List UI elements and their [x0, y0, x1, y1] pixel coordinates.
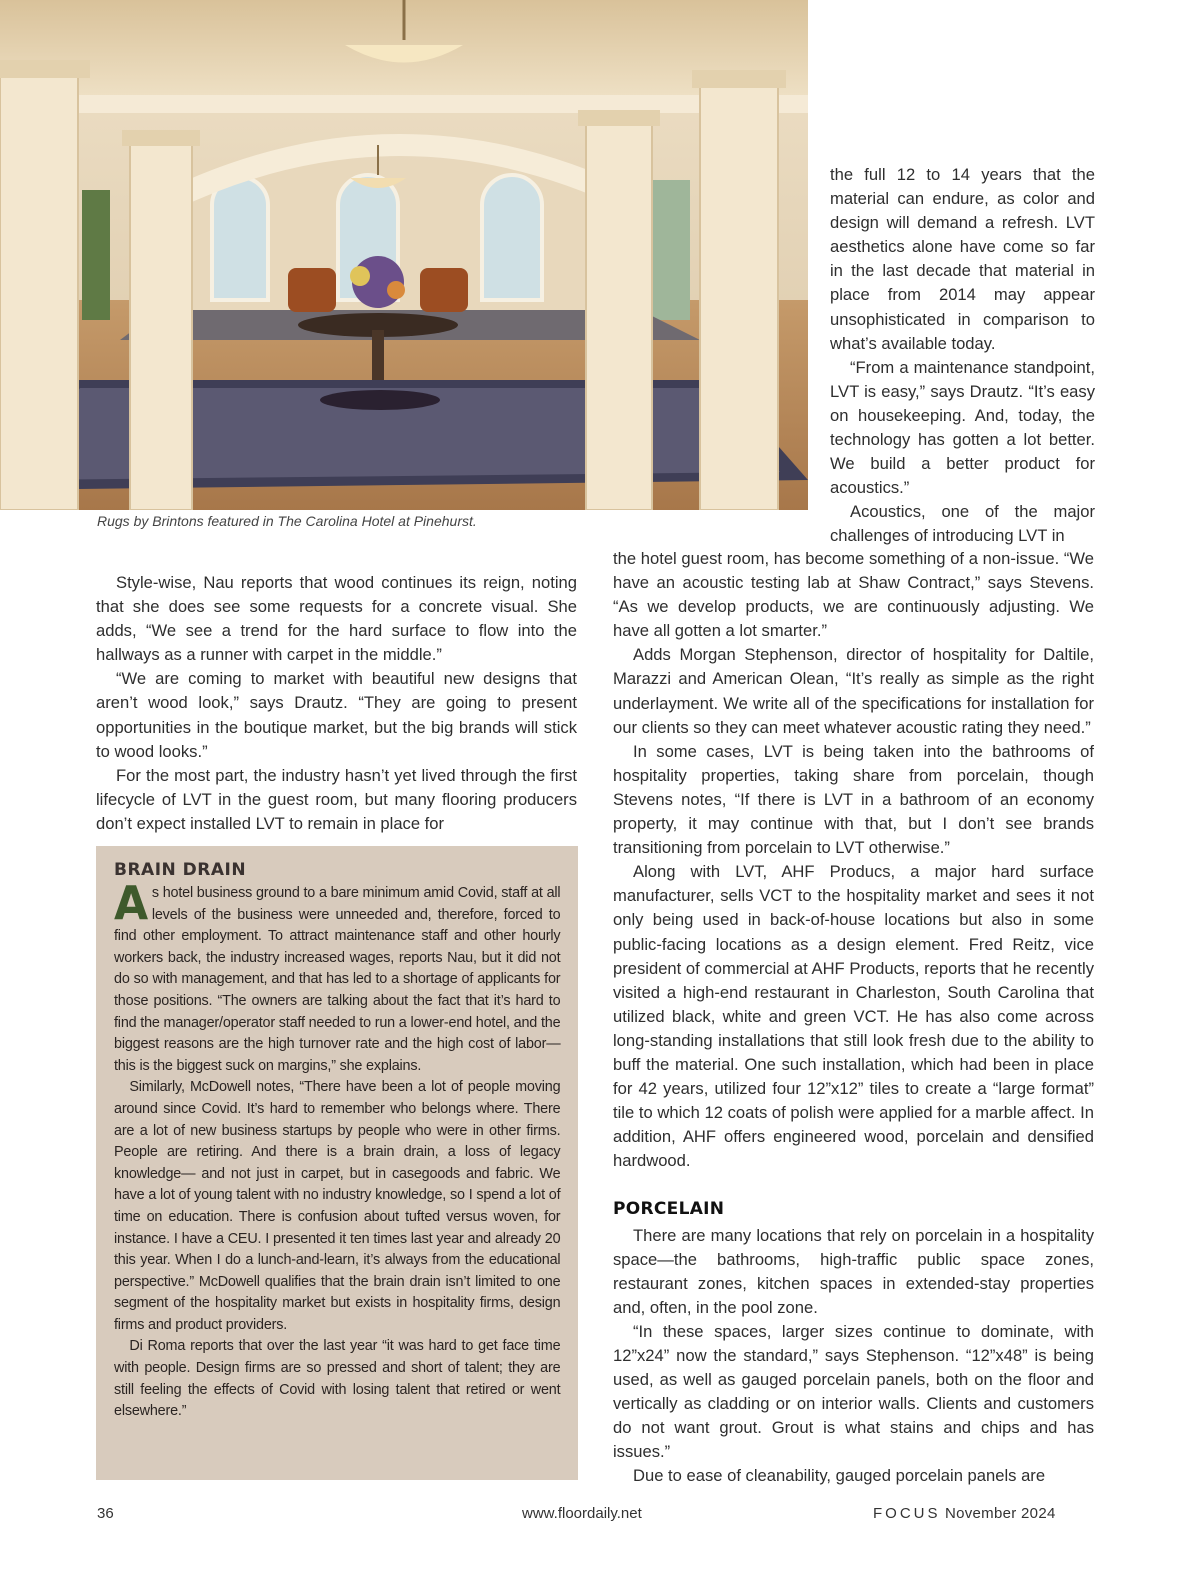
sidebar-title: BRAIN DRAIN — [114, 860, 247, 880]
issue-label — [873, 1505, 1056, 1522]
photo-caption: Rugs by Brintons featured in The Carolina Hotel at Pinehurst. — [97, 513, 477, 529]
right-column-top — [830, 163, 1095, 549]
paragraph: There are many locations that rely on porcelain in a hospitality space—the bathrooms, high-traffic public space zones, restaurant zones, kitchen spaces in extended-stay properties and, often, in the pool zone. — [613, 1225, 1094, 1317]
sidebar-paragraph: Similarly, McDowell notes, “There have been a lot of people moving around since Covid. It’s hard to remember who belongs where. There are a lot of new business startups by people who were in other firms. People are retiring. And there is a brain drain, a loss of legacy knowledge— and not just in carpet, but in casegoods and fabric. We have a lot of young talent with no industry knowledge, so I spend a lot of time on education. There is confusion about tufted versus woven, for instance. I have a CEU. I presented it ten times last year and already 20 this year. When I do a lunch-and-learn, it’s always from the educational perspective.” McDowell qualifies that the brain drain isn’t limited to one segment of the hospitality market but exists in hospitality firms, design firms and product providers. — [114, 1078, 561, 1333]
section-heading-porcelain: PORCELAIN — [613, 1199, 725, 1220]
paragraph: Along with LVT, AHF Producs, a major hard surface manufacturer, sells VCT to the hospitality market and sees it not only being used in back-of-house locations but also in some public-facing locations as a design element. Fred Reitz, vice president of commercial at AHF Products, reports that he recently visited a high-end restaurant in Charleston, South Carolina that utilized black, white and green VCT. He has also come across long-standing installations that still look fresh due to the ability to buff the material. One such installation, which had been in place for 42 years, utilized four 12”x12” tiles to create a “large format” tile to which 12 coats of polish were applied for a marble affect. In addition, AHF offers engineered wood, porcelain and densified hardwood. — [613, 862, 1094, 1171]
paragraph: the hotel guest room, has become something of a non-issue. “We have an acoustic testing lab at Shaw Contract,” says Stevens. “As we develop products, we are continuously adjusting. We have all gotten a lot smarter.” — [613, 549, 1094, 641]
sidebar-paragraph: Di Roma reports that over the last year “it was hard to get face time with people. Design firms are so pressed and short of talent; they are still feeling the effects of Covid with losing talent that retired or went elsewhere.” — [114, 1337, 561, 1420]
left-column — [96, 571, 577, 836]
sidebar-lead-paragraph — [114, 876, 561, 1076]
paragraph: Due to ease of cleanability, gauged porcelain panels are — [633, 1466, 1046, 1486]
paragraph: Acoustics, one of the major challenges of introducing LVT in — [830, 502, 1095, 546]
website-url: www.floordaily.net — [522, 1505, 642, 1522]
issue-date: November 2024 — [944, 1505, 1056, 1522]
brain-drain-sidebar — [96, 846, 578, 1480]
drop-cap: A — [114, 876, 148, 930]
paragraph: For the most part, the industry hasn’t yet lived through the first lifecycle of LVT in the guest room, but many flooring producers don’t expect installed LVT to remain in place for — [96, 765, 577, 833]
right-column-bottom — [613, 547, 1094, 1489]
paragraph: Adds Morgan Stephenson, director of hospitality for Daltile, Marazzi and American Olean, “It’s really as simple as the right underlayment. We write all of the specifications for installation for our clients so they can meet whatever acoustic rating they need.” — [613, 645, 1094, 737]
sidebar-text — [114, 876, 561, 1422]
paragraph: In some cases, LVT is being taken into the bathrooms of hospitality properties, taking share from porcelain, though Stevens notes, “If there is LVT in a bathroom of an economy property, it may continue with that, but I don’t see brands transitioning from porcelain to LVT otherwise.” — [613, 741, 1094, 858]
paragraph: the full 12 to 14 years that the material can endure, as color and design will demand a refresh. LVT aesthetics alone have come so far in the last decade that material in place from 2014 may appear unsophisticated in comparison to what’s available today. — [830, 165, 1095, 353]
hotel-lobby-photo — [0, 0, 808, 510]
paragraph: “From a maintenance standpoint, LVT is easy,” says Drautz. “It’s easy on housekeeping. And, today, the technology has gotten a lot better. We build a better product for acoustics.” — [830, 357, 1095, 498]
page-number: 36 — [97, 1505, 114, 1522]
sidebar-lead-text: s hotel business ground to a bare minimum amid Covid, staff at all levels of the business were unneeded and, therefore, forced to find other employment. To attract maintenance staff and other hourly workers back, the industry increased wages, reports Nau, but it did not do so with management, and that has led to a shortage of applicants for those positions. “The owners are talking about the fact that it’s hard to find the manager/operator staff needed to run a lower-end hotel, and the biggest reasons are the high turnover rate and the high cost of labor— this is the biggest suck on margins,” she explains. — [114, 884, 561, 1074]
paragraph: Style-wise, Nau reports that wood continues its reign, noting that she does see some requests for a concrete visual. She adds, “We see a trend for the hard surface to flow into the hallways as a runner with carpet in the middle.” — [96, 573, 577, 665]
magazine-name: FOCUS — [873, 1505, 941, 1522]
paragraph: “We are coming to market with beautiful new designs that aren’t wood look,” says Drautz. “They are going to present opportunities in the boutique market, but the big brands will stick to wood looks.” — [96, 669, 577, 761]
paragraph: “In these spaces, larger sizes continue to dominate, with 12”x24” now the standard,” says Stephenson. “12”x48” is being used, as well as gauged porcelain panels, both on the floor and vertically as cladding or on interior walls. Clients and customers do not want grout. Grout is what stains and chips and has issues.” — [613, 1321, 1094, 1462]
